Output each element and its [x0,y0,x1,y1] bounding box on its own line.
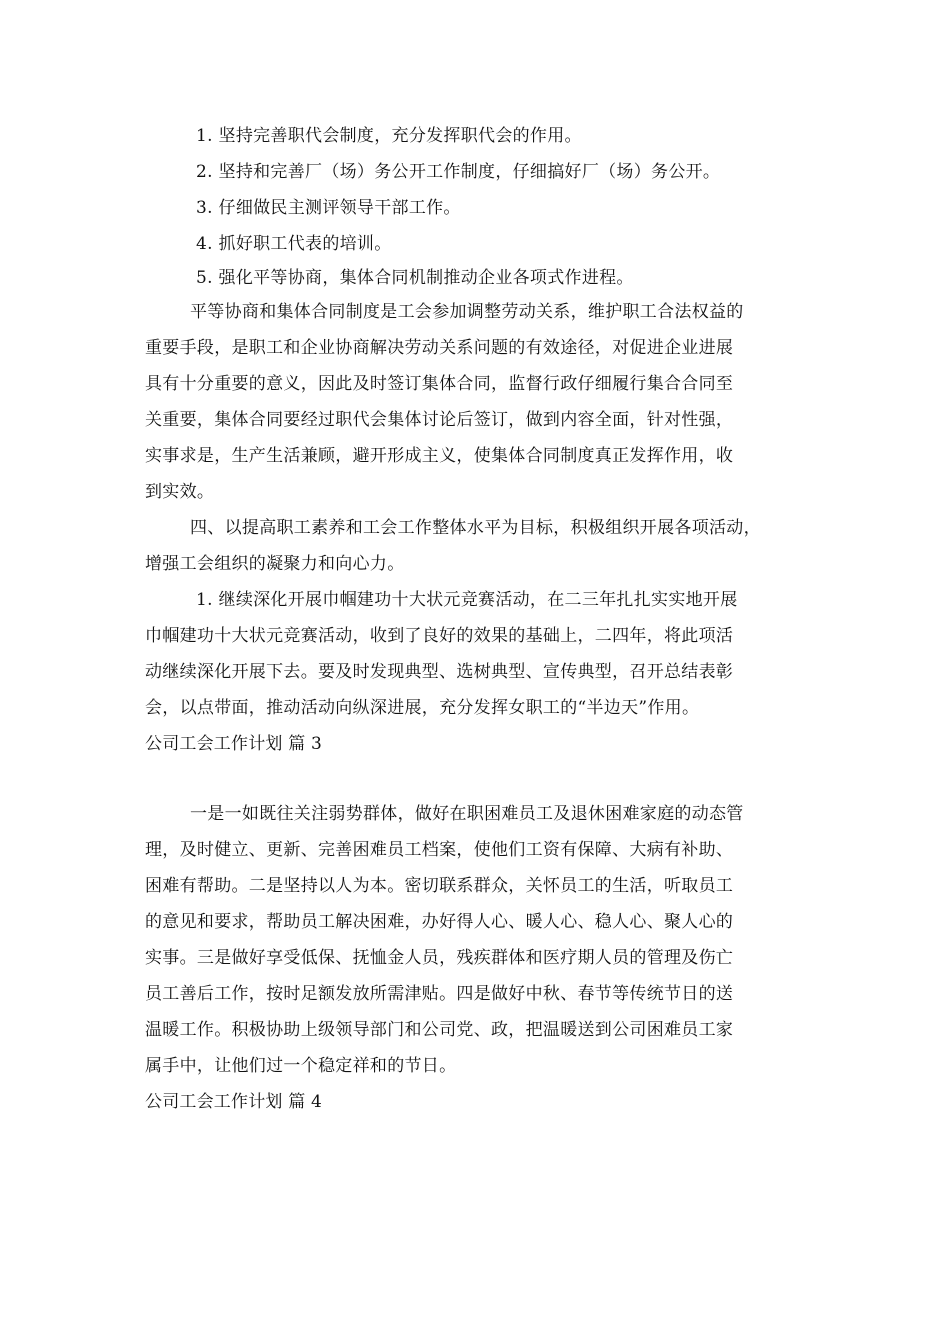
list-item-3: 3. 仔细做民主测评领导干部工作。 [196,198,461,218]
list-item-5: 5. 强化平等协商，集体合同机制推动企业各项式作进程。 [196,268,634,288]
paragraph-line: 实事。三是做好享受低保、抚恤金人员，残疾群体和医疗期人员的管理及伤亡 [145,948,734,968]
paragraph-line: 1. 继续深化开展巾帼建功十大状元竞赛活动，在二三年扎扎实实地开展 [196,590,738,610]
list-item-1: 1. 坚持完善职代会制度，充分发挥职代会的作用。 [196,126,582,146]
paragraph-line: 到实效。 [145,482,215,502]
paragraph-line: 一是一如既往关注弱势群体，做好在职困难员工及退休困难家庭的动态管 [190,804,744,824]
paragraph-line: 关重要，集体合同要经过职代会集体讨论后签订，做到内容全面，针对性强， [145,410,734,430]
paragraph-line: 动继续深化开展下去。要及时发现典型、选树典型、宣传典型，召开总结表彰 [145,662,734,682]
paragraph-line: 具有十分重要的意义，因此及时签订集体合同，监督行政仔细履行集合合同至 [145,374,734,394]
paragraph-line: 员工善后工作，按时足额发放所需津贴。四是做好中秋、春节等传统节日的送 [145,984,734,1004]
paragraph-line: 属手中，让他们过一个稳定祥和的节日。 [145,1056,457,1076]
list-item-4: 4. 抓好职工代表的培训。 [196,234,392,254]
paragraph-line: 困难有帮助。二是坚持以人为本。密切联系群众，关怀员工的生活，听取员工 [145,876,734,896]
section-heading-four-cont: 增强工会组织的凝聚力和向心力。 [145,554,405,574]
paragraph-line: 温暖工作。积极协助上级领导部门和公司党、政，把温暖送到公司困难员工家 [145,1020,734,1040]
section-title-part3: 公司工会工作计划 篇 3 [145,734,323,754]
paragraph-line: 理，及时健立、更新、完善困难员工档案，使他们工资有保障、大病有补助、 [145,840,734,860]
paragraph-line: 的意见和要求，帮助员工解决困难，办好得人心、暖人心、稳人心、聚人心的 [145,912,734,932]
paragraph-line: 会，以点带面，推动活动向纵深进展，充分发挥女职工的“半边天”作用。 [145,698,700,718]
section-heading-four: 四、以提高职工素养和工会工作整体水平为目标，积极组织开展各项活动， [190,518,761,538]
paragraph-line: 巾帼建功十大状元竞赛活动，收到了良好的效果的基础上，二四年，将此项活 [145,626,734,646]
list-item-2: 2. 坚持和完善厂（场）务公开工作制度，仔细搞好厂（场）务公开。 [196,162,721,182]
paragraph-line: 平等协商和集体合同制度是工会参加调整劳动关系，维护职工合法权益的 [190,302,744,322]
paragraph-line: 实事求是，生产生活兼顾，避开形成主义，使集体合同制度真正发挥作用，收 [145,446,734,466]
paragraph-line: 重要手段，是职工和企业协商解决劳动关系问题的有效途径，对促进企业进展 [145,338,734,358]
section-title-part4: 公司工会工作计划 篇 4 [145,1092,323,1112]
